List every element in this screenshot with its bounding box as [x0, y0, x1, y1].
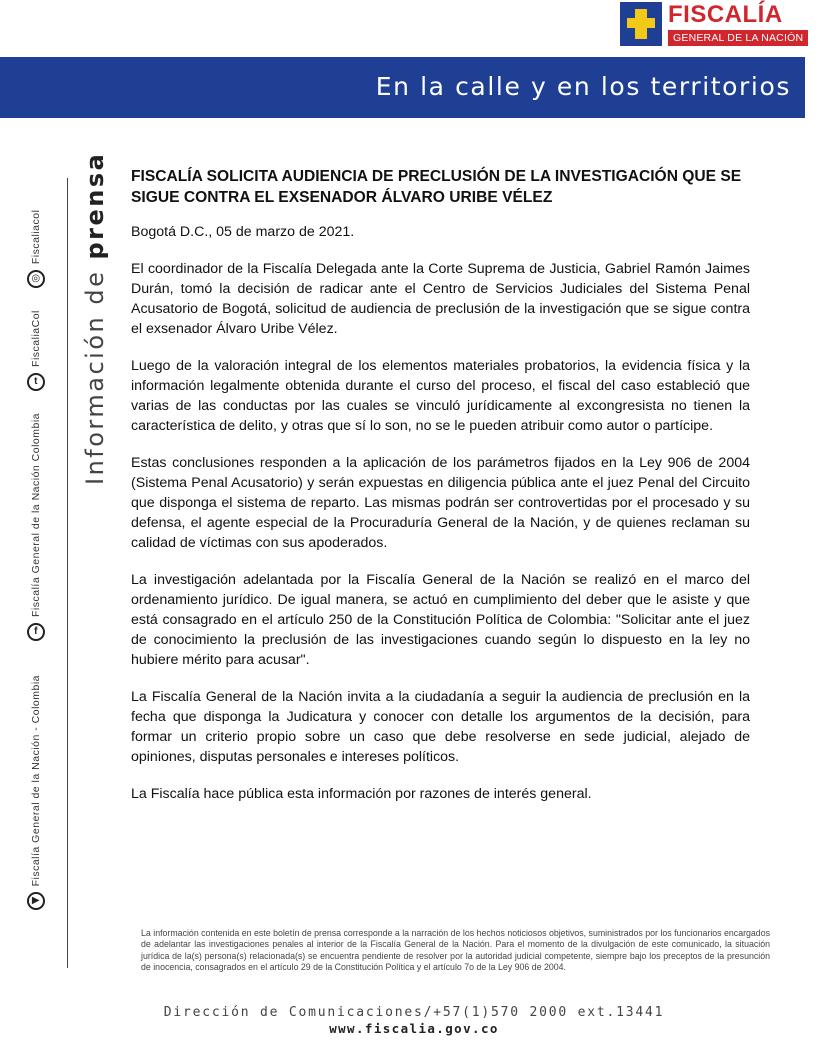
legal-disclaimer: La información contenida en este boletín de prensa corresponde a la narración de los hechos noticiosos objetivos, suministrados por los funcionarios encargados de adelantar las investigaciones penales al interior de la Fiscalía General de la Nación. Para el momento de la divulgación de este comunicado, la situación jurídica de la(s) persona(s) relacionada(s) se encuentra pendiente de resolver por la autoridad judicial competente, siempre bajo los preceptos de la presunción de inocencia, consagrados en el artículo 29 de la Constitución Política y el artículo 7o de la Ley 906 de 2004.	[141, 928, 770, 973]
social-media-strip	[25, 165, 47, 955]
article-paragraph: Luego de la valoración integral de los elementos materiales probatorios, la evidencia física y la información legalmente obtenida durante el curso del proceso, el fiscal del caso estableció que varias de las conductas por las cuales se vinculó jurídicamente al excongresista no tienen la característica de delito, y otras que sí lo son, no se le pueden atribuir como autor o partícipe.	[131, 358, 750, 434]
section-label-light: Información de	[81, 269, 109, 485]
section-label	[81, 151, 113, 485]
article-body	[131, 166, 750, 821]
social-label-instagram: Fiscaliacol	[30, 209, 42, 265]
logo-subtitle: GENERAL DE LA NACIÓN	[668, 30, 808, 46]
contact-line: Dirección de Comunicaciones/+57(1)570 2000 ext.13441	[163, 1005, 665, 1020]
header-banner	[0, 57, 805, 118]
shield-icon	[620, 2, 662, 46]
article-paragraph: Estas conclusiones responden a la aplicación de los parámetros fijados en la Ley 906 de 2004 (Sistema Penal Acusatorio) y serán expuestas en diligencia pública ante el juez Penal del Circuito que disponga el sistema de reparto. Las mismas podrán ser controvertidas por el procesado y su defensa, el agente especial de la Procuraduría General de la Nación, y de quienes reclaman su calidad de víctimas con sus apoderados.	[131, 455, 750, 551]
article-headline: FISCALÍA SOLICITA AUDIENCIA DE PRECLUSIÓN DE LA INVESTIGACIÓN QUE SE SIGUE CONTRA EL EXSENADOR ÁLVARO URIBE VÉLEZ	[131, 168, 742, 206]
fiscalia-logo	[620, 2, 808, 48]
article-date: Bogotá D.C., 05 de marzo de 2021.	[131, 224, 355, 240]
social-label-facebook: Fiscalía General de la Nación Colombia	[30, 412, 42, 617]
youtube-icon[interactable]: ▶	[27, 892, 45, 910]
banner-slogan: En la calle y en los territorios	[375, 72, 791, 101]
section-label-bold: prensa	[81, 151, 109, 260]
social-label-twitter: FiscaliaCol	[30, 310, 42, 367]
facebook-icon[interactable]: f	[27, 623, 45, 641]
social-label-youtube: Fiscalía General de la Nación - Colombia	[30, 674, 42, 887]
twitter-icon[interactable]: t	[27, 373, 45, 391]
article-paragraph: La Fiscalía General de la Nación invita a la ciudadanía a seguir la audiencia de preclusión en la fecha que disponga la Judicatura y conocer con detalle los argumentos de la decisión, para formar un criterio propio sobre un caso que debe resolverse en sede judicial, alejado de opiniones, disputas personales e intereses políticos.	[131, 689, 750, 765]
logo-title: FISCALÍA	[668, 1, 783, 28]
article-paragraph: La investigación adelantada por la Fiscalía General de la Nación se realizó en el marco del ordenamiento jurídico. De igual manera, se actuó en cumplimiento del deber que le asiste y que está consagrado en el artículo 250 de la Constitución Política de Colombia: "Solicitar ante el juez de conocimiento la preclusión de las investigaciones cuando según lo dispuesto en la ley no hubiere mérito para acusar".	[131, 572, 750, 668]
article-paragraph: El coordinador de la Fiscalía Delegada ante la Corte Suprema de Justicia, Gabriel Ramón Jaimes Durán, tomó la decisión de radicar ante el Centro de Servicios Judiciales del Sistema Penal Acusatorio de Bogotá, solicitud de audiencia de preclusión de la investigación que se sigue contra el exsenador Álvaro Uribe Vélez.	[131, 261, 750, 337]
article-paragraph: La Fiscalía hace pública esta información por razones de interés general.	[131, 786, 592, 802]
website-link[interactable]: www.fiscalia.gov.co	[329, 1021, 499, 1036]
instagram-icon[interactable]: ◎	[27, 270, 45, 288]
sidebar-divider	[67, 178, 68, 968]
